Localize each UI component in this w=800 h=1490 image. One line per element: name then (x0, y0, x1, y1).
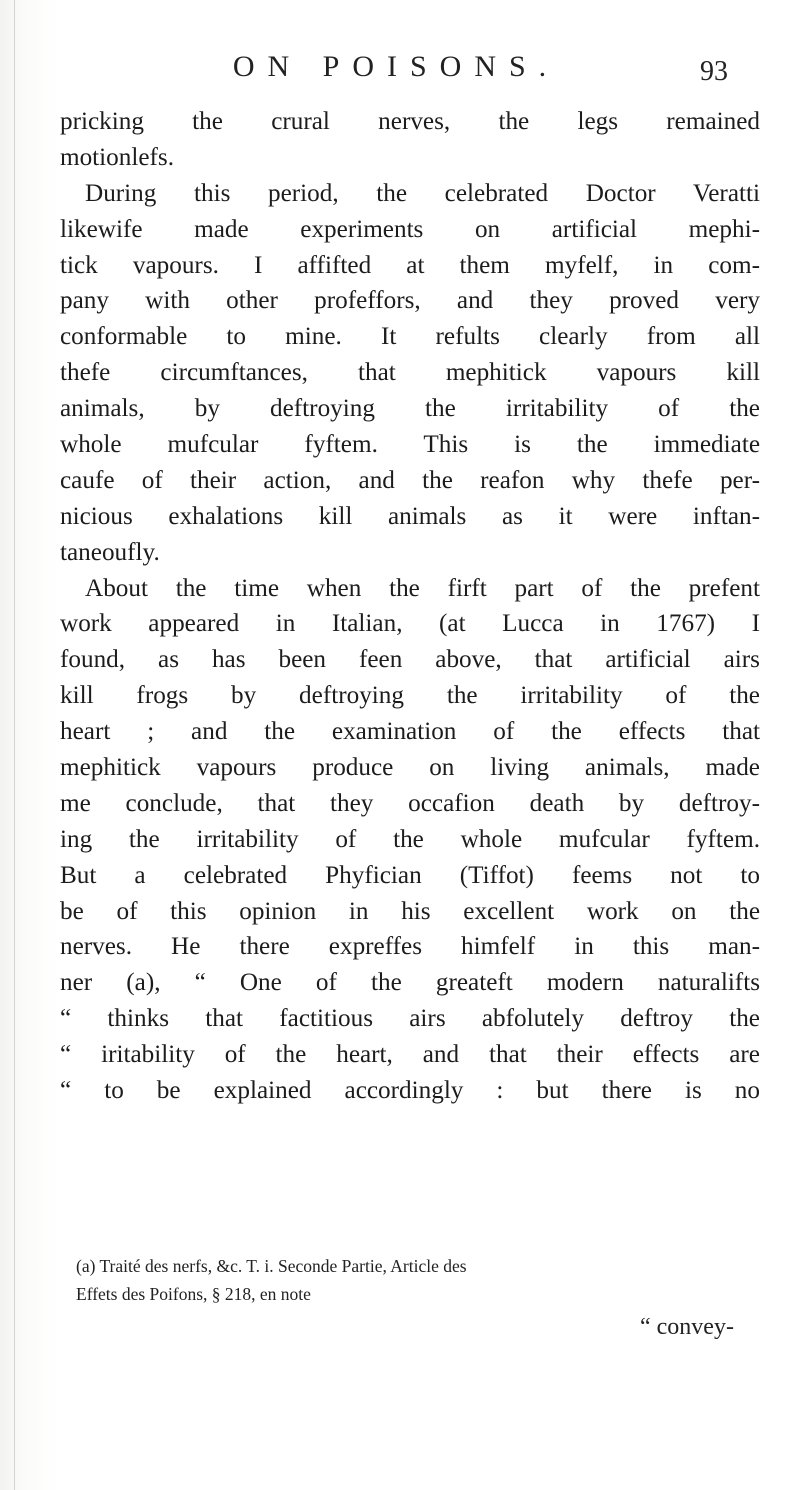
text-line: be of this opinion in his excellent work on the (60, 897, 760, 925)
page-number: 93 (700, 56, 728, 87)
text-line: During this period, the celebrated Doctor Veratti (85, 179, 760, 207)
text-line: thefe circumftances, that mephitick vapours kill (60, 359, 760, 387)
text-line: pany with other profeffors, and they proved very (60, 287, 760, 315)
running-head (0, 0, 800, 100)
text-line: caufe of their action, and the reafon why thefe per- (60, 466, 760, 494)
footnote (76, 1252, 716, 1308)
text-line: “ to be explained accordingly : but there is no (60, 1077, 760, 1105)
text-line: motionlefs. (60, 143, 175, 171)
text-line: work appeared in Italian, (at Lucca in 1767) I (60, 610, 760, 638)
text-line: animals, by deftroying the irritability of the (60, 395, 760, 423)
text-line: mephitick vapours produce on living animals, made (60, 754, 760, 782)
text-line: tick vapours. I affifted at them myfelf, in com- (60, 251, 760, 279)
text-line: But a celebrated Phyfician (Tiffot) feems not to (60, 861, 760, 889)
text-line: heart ; and the examination of the effects that (60, 718, 760, 746)
footnote-line-2: Effets des Poifons, § 218, en note (76, 1284, 311, 1304)
text-line: About the time when the firft part of the prefent (85, 574, 760, 602)
text-line: found, as has been feen above, that artificial airs (60, 646, 760, 674)
text-line: nicious exhalations kill animals as it were inftan- (60, 502, 760, 530)
binding-gutter (14, 0, 15, 1490)
text-line: likewife made experiments on artificial mephi- (60, 215, 760, 243)
running-title: ON POISONS. (232, 50, 560, 83)
text-line: conformable to mine. It refults clearly from all (60, 323, 760, 351)
text-line: ing the irritability of the whole mufcular fyftem. (60, 825, 760, 853)
catchword: “ convey- (640, 1314, 734, 1340)
text-line: “ thinks that factitious airs abfolutely deftroy the (60, 1005, 760, 1033)
text-line: me conclude, that they occafion death by deftroy- (60, 789, 760, 817)
text-line: taneoufly. (60, 538, 160, 566)
text-line: pricking the crural nerves, the legs remained (60, 108, 760, 135)
body-text (60, 104, 760, 1109)
footnote-line-1: (a) Traité des nerfs, &c. T. i. Seconde Partie, Article des (76, 1256, 467, 1276)
text-line: kill frogs by deftroying the irritability of the (60, 682, 760, 710)
text-line: whole mufcular fyftem. This is the immediate (60, 431, 760, 459)
text-line: “ iritability of the heart, and that their effects are (60, 1041, 760, 1069)
text-line: ner (a), “ One of the greateft modern naturalifts (60, 969, 760, 997)
text-line: nerves. He there expreffes himfelf in this man- (60, 933, 760, 961)
